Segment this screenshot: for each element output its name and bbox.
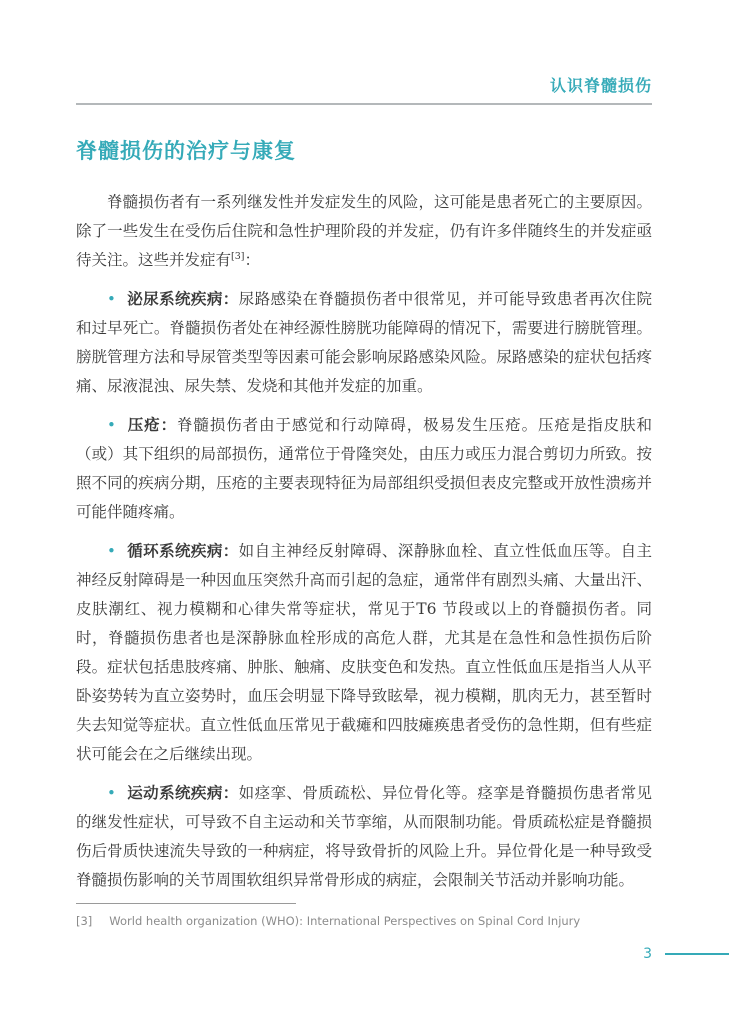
intro-paragraph [76, 188, 652, 275]
running-head: 认识脊髓损伤 [549, 76, 652, 95]
footnote [76, 913, 652, 929]
intro-colon: ： [244, 251, 260, 269]
bullet-icon: • [107, 416, 116, 434]
bullet-label: 泌尿系统疾病： [126, 289, 239, 308]
header-divider [76, 103, 652, 105]
footnote-marker: [3] [76, 914, 93, 928]
page-number-rule [665, 953, 729, 955]
bullet-text: 如痉挛、骨质疏松、异位骨化等。痉挛是脊髓损伤患者常见的继发性症状，可导致不自主运动和关节挛缩，从而限制功能。骨质疏松症是脊髓损伤后骨质快速流失导致的一种病症，将导致骨折的风险上升。异位骨化是一种导致受脊髓损伤影响的关节周围软组织异常骨形成的病症，会限制关节活动并影响功能。 [76, 784, 652, 889]
bullet-text: 脊髓损伤者由于感觉和行动障碍，极易发生压疮。压疮是指皮肤和（或）其下组织的局部损伤，通常位于骨隆突处，由压力或压力混合剪切力所致。按照不同的疾病分期，压疮的主要表现特征为局部组织受损但表皮完整或开放性溃疡并可能伴随疼痛。 [76, 416, 652, 521]
section-title: 脊髓损伤的治疗与康复 [76, 139, 296, 163]
bullet-text: 尿路感染在脊髓损伤者中很常见，并可能导致患者再次住院和过早死亡。脊髓损伤者处在神经源性膀胱功能障碍的情况下，需要进行膀胱管理。膀胱管理方法和导尿管类型等因素可能会影响尿路感染风险。尿路感染的症状包括疼痛、尿液混浊、尿失禁、发烧和其他并发症的加重。 [76, 290, 652, 395]
footnote-text: World health organization (WHO): International Perspectives on Spinal Cord Injury [109, 914, 581, 928]
intro-text: 脊髓损伤者有一系列继发性并发症发生的风险，这可能是患者死亡的主要原因。除了一些发生在受伤后住院和急性护理阶段的并发症，仍有许多伴随终生的并发症亟待关注。这些并发症有 [76, 193, 652, 269]
footnote-ref-marker: [3] [231, 250, 245, 262]
page-number: 3 [643, 946, 652, 962]
bullet-item-urinary [76, 284, 652, 401]
bullet-text: 如自主神经反射障碍、深静脉血栓、直立性低血压等。自主神经反射障碍是一种因血压突然升高而引起的急症，通常伴有剧烈头痛、大量出汗、皮肤潮红、视力模糊和心律失常等症状，常见于T6 节段或以上的脊髓损伤者。同时，脊髓损伤患者也是深静脉血栓形成的高危人群，尤其是在急性和急性损伤后阶段。症状包括患肢疼痛、肿胀、触痛、皮肤变色和发热。直立性低血压是指当人从平卧姿势转为直立姿势时，血压会明显下降导致眩晕，视力模糊，肌肉无力，甚至暂时失去知觉等症状。直立性低血压常见于截瘫和四肢瘫痪患者受伤的急性期，但有些症状可能会在之后继续出现。 [76, 542, 652, 763]
bullet-item-pressure-sore [76, 410, 652, 527]
page-footer [643, 946, 729, 962]
bullet-label: 运动系统疾病： [126, 783, 239, 802]
bullet-label: 压疮： [126, 415, 177, 434]
bullet-item-circulatory [76, 536, 652, 769]
page-content [76, 0, 652, 895]
bullet-icon: • [107, 290, 116, 308]
bullet-item-motor [76, 778, 652, 895]
bullet-icon: • [107, 542, 116, 560]
bullet-label: 循环系统疾病： [126, 541, 239, 560]
footnote-divider [76, 903, 296, 904]
bullet-icon: • [107, 784, 116, 802]
